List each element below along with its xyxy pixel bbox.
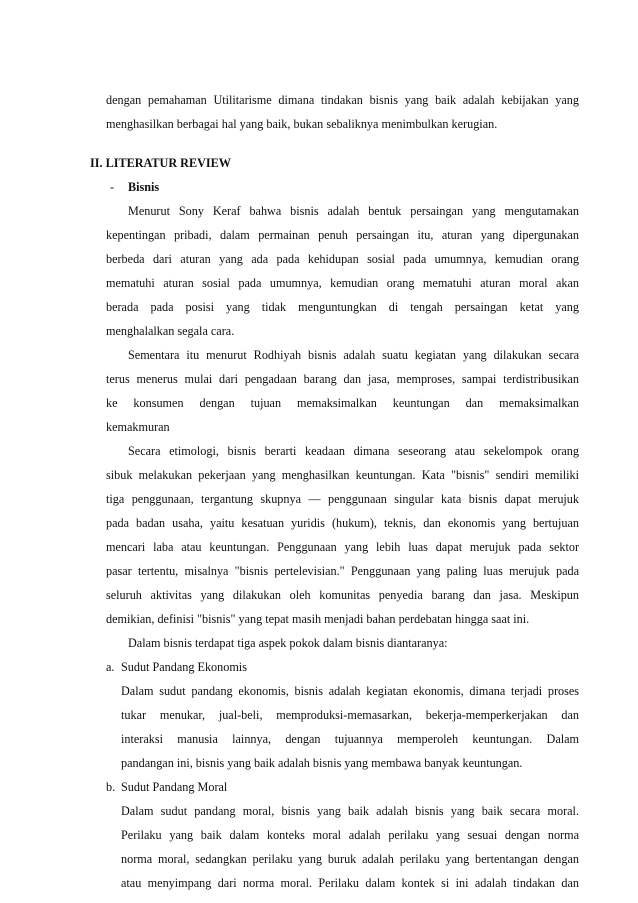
list-item-b-title: Sudut Pandang Moral: [121, 780, 228, 794]
paragraph-3-line: sibuk melakukan pekerjaan yang menghasilkan keuntungan. Kata "bisnis" sendiri memiliki: [106, 468, 579, 482]
list-item-a-line: pandangan ini, bisnis yang baik adalah bisnis yang membawa banyak keuntungan.: [121, 756, 523, 770]
subheading-bisnis: Bisnis: [128, 180, 160, 194]
paragraph-1-line: berada pada posisi yang tidak menguntungkan di tengah persaingan ketat yang: [106, 300, 579, 314]
list-marker-a: a.: [106, 660, 115, 674]
paragraph-2-line: terus menerus mulai dari pengadaan barang dan jasa, memproses, sampai terdistribusikan: [106, 372, 579, 386]
paragraph-1-line: Menurut Sony Keraf bahwa bisnis adalah bentuk persaingan yang mengutamakan: [128, 204, 579, 218]
list-item-a-line: tukar menukar, jual-beli, memproduksi-memasarkan, bekerja-memperkerjakan dan: [121, 708, 579, 722]
paragraph-3-line: pada badan usaha, yaitu kesatuan yuridis (hukum), teknis, dan ekonomis yang bertujuan: [106, 516, 579, 530]
intro-line-2: menghasilkan berbagai hal yang baik, bukan sebaliknya menimbulkan kerugian.: [106, 117, 498, 131]
list-item-a-title: Sudut Pandang Ekonomis: [121, 660, 247, 674]
list-item-b-line: atau menyimpang dari norma moral. Perilaku dalam kontek si ini adalah tindakan dan: [121, 876, 579, 890]
paragraph-3-line: pasar tertentu, misalnya "bisnis pertelevisian." Penggunaan yang paling luas merujuk pada: [106, 564, 579, 578]
paragraph-3-line: Secara etimologi, bisnis berarti keadaan dimana seseorang atau sekelompok orang: [128, 444, 579, 458]
paragraph-3-line: mencari laba atau keuntungan. Penggunaan yang lebih luas dapat merujuk pada sektor: [106, 540, 579, 554]
paragraph-2-line: kemakmuran: [106, 420, 170, 434]
paragraph-1-line: kepentingan pribadi, dalam permainan penuh persaingan itu, aturan yang dipergunakan: [106, 228, 579, 242]
list-marker-b: b.: [106, 780, 116, 794]
paragraph-2-line: ke konsumen dengan tujuan memaksimalkan keuntungan dan memaksimalkan: [106, 396, 579, 410]
paragraph-1-line: berbeda dari aturan yang ada pada kehidupan sosial pada umumnya, kemudian orang: [106, 252, 579, 266]
paragraph-1-line: menghalalkan segala cara.: [106, 324, 235, 338]
paragraph-1-line: mematuhi aturan sosial pada umumnya, kemudian orang mematuhi aturan moral akan: [106, 276, 579, 290]
bullet-dash: -: [110, 180, 115, 194]
list-item-a-line: Dalam sudut pandang ekonomis, bisnis adalah kegiatan ekonomis, dimana terjadi proses: [121, 684, 579, 698]
intro-line-1: dengan pemahaman Utilitarisme dimana tindakan bisnis yang baik adalah kebijakan yang: [106, 93, 579, 107]
list-item-a-line: interaksi manusia lainnya, dengan tujuannya memperoleh keuntungan. Dalam: [121, 732, 579, 746]
paragraph-2-line: Sementara itu menurut Rodhiyah bisnis adalah suatu kegiatan yang dilakukan secara: [128, 348, 579, 362]
list-item-b-line: Perilaku yang baik dalam konteks moral adalah perilaku yang sesuai dengan norma: [121, 828, 579, 842]
list-item-b-line: norma moral, sedangkan perilaku yang buruk adalah perilaku yang bertentangan dengan: [121, 852, 579, 866]
paragraph-3-line: tiga penggunaan, tergantung skupnya — penggunaan singular kata bisnis dapat merujuk: [106, 492, 579, 506]
section-heading: II. LITERATUR REVIEW: [90, 156, 231, 170]
paragraph-3-line: demikian, definisi "bisnis" yang tepat masih menjadi bahan perdebatan hingga saat ini.: [106, 612, 530, 626]
paragraph-3-line: seluruh aktivitas yang dilakukan oleh komunitas penyedia barang dan jasa. Meskipun: [106, 588, 579, 602]
list-item-b-line: Dalam sudut pandang moral, bisnis yang baik adalah bisnis yang baik secara moral.: [121, 804, 579, 818]
paragraph-4: Dalam bisnis terdapat tiga aspek pokok dalam bisnis diantaranya:: [128, 636, 448, 650]
